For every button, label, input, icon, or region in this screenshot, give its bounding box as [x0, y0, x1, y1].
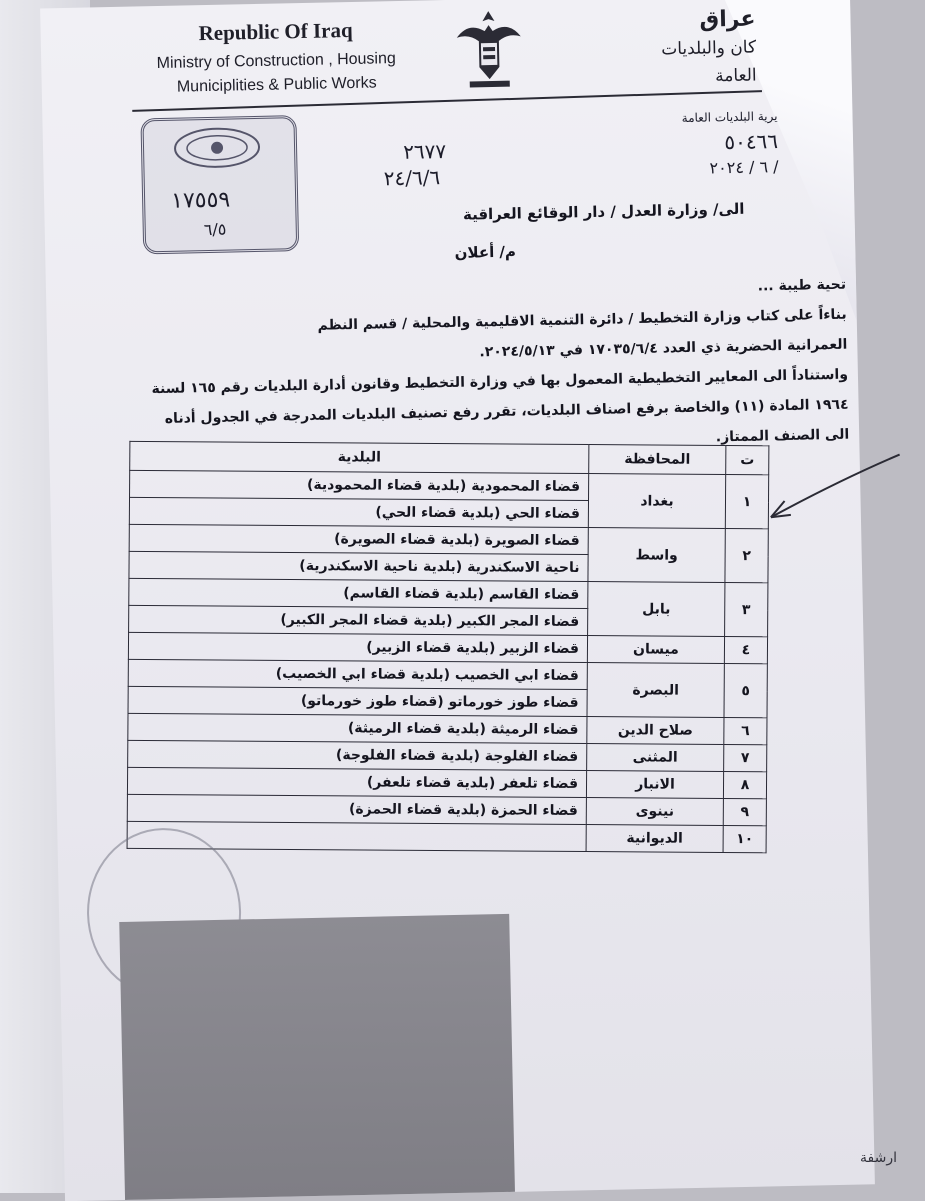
incoming-stamp: [140, 115, 299, 254]
letter-body: [146, 270, 850, 465]
row-municipality: قضاء الحمزة (بلدية قضاء الحمزة): [127, 794, 586, 824]
english-header: [150, 17, 402, 97]
row-municipality: قضاء الصويرة (بلدية قضاء الصويرة): [129, 524, 588, 554]
row-municipality: قضاء الزبير (بلدية قضاء الزبير): [128, 632, 587, 662]
row-index: ٦: [724, 717, 767, 744]
header-country: Republic Of Iraq: [198, 17, 353, 46]
table-header-row: [130, 441, 769, 474]
row-governorate: البصرة: [587, 663, 724, 718]
row-index: ١٠: [723, 825, 766, 852]
body-line-5: الى الصنف الممتاز.: [715, 426, 850, 446]
row-index: ٢: [725, 528, 768, 582]
header-ministry: Ministry of Construction , Housing: [156, 50, 396, 73]
row-municipality: قضاء الفلوجة (بلدية قضاء الفلوجة): [128, 740, 587, 770]
reference-date: ٢٤/٦/٦: [383, 165, 441, 191]
stamp-seal-icon: [172, 125, 263, 171]
row-municipality: ناحية الاسكندرية (بلدية ناحية الاسكندرية): [129, 551, 588, 581]
body-line-3: واستناداً الى المعايير التخطيطية المعمول بها في وزارة التخطيط وقانون أدارة البلديات رقم ١٦٥ لسنة: [151, 366, 849, 398]
row-index: ١: [725, 474, 768, 528]
addressee: الى/ وزارة العدل / دار الوقائع العراقية: [462, 199, 745, 224]
header-ministry-2: Municiplities & Public Works: [176, 74, 377, 96]
document-page: [40, 0, 875, 1201]
reference-number: ٢٦٧٧: [402, 139, 447, 164]
header-ar-1: عراق: [699, 6, 756, 33]
reference-right-label: يرية البلديات العامة: [681, 109, 778, 126]
row-index: ٣: [725, 582, 768, 636]
row-index: ٤: [724, 636, 767, 663]
municipalities-table: [127, 441, 770, 853]
redacted-area: [119, 914, 515, 1200]
row-index: ٥: [724, 663, 767, 717]
arabic-header: [605, 6, 757, 93]
row-governorate: واسط: [588, 528, 725, 583]
table-row: [127, 821, 766, 852]
row-municipality: قضاء القاسم (بلدية قضاء القاسم): [129, 578, 588, 608]
body-line-4: ١٩٦٤ المادة (١١) والخاصة برفع اصناف البلديات، تقرر رفع تصنيف البلديات المدرجة في الجدول أدناه: [164, 396, 849, 427]
corner-label: ارشفة: [860, 1150, 897, 1166]
reference-right: [627, 109, 778, 179]
reference-block: [383, 138, 447, 191]
row-governorate: المثنى: [587, 744, 724, 772]
row-municipality: قضاء تلعفر (بلدية قضاء تلعفر): [127, 767, 586, 797]
row-governorate: صلاح الدين: [587, 717, 724, 745]
row-municipality: قضاء طوز خورماتو (قضاء طوز خورماتو): [128, 686, 587, 716]
reference-right-date: / ٦ / ٢٠٢٤: [709, 157, 779, 178]
row-municipality: قضاء المجر الكبير (بلدية قضاء المجر الكبير): [129, 605, 588, 635]
row-governorate: بغداد: [588, 474, 725, 529]
row-governorate: الانبار: [586, 771, 723, 799]
eagle-emblem-icon: [448, 6, 530, 92]
header-ar-2: كان والبلديات: [660, 37, 757, 60]
greeting: تحية طيبة ...: [757, 276, 847, 295]
row-governorate: بابل: [588, 582, 725, 637]
handwritten-arrow-icon: [750, 448, 912, 531]
header-governorate: المحافظة: [589, 445, 726, 475]
row-governorate: ميسان: [587, 636, 724, 664]
stamp-date: ٦/٥: [203, 219, 227, 240]
header-index: ت: [726, 446, 769, 475]
row-municipality: قضاء الرميثة (بلدية قضاء الرميثة): [128, 713, 587, 743]
row-index: ٨: [723, 771, 766, 798]
header-ar-3: العامة: [714, 65, 757, 87]
row-index: ٧: [724, 744, 767, 771]
row-index: ٩: [723, 798, 766, 825]
subject: م/ أعلان: [454, 242, 517, 262]
row-municipality: قضاء المحمودية (بلدية قضاء المحمودية): [130, 470, 589, 500]
header-municipality: البلدية: [130, 441, 589, 473]
stamp-number: ١٧٥٥٩: [170, 187, 231, 214]
row-governorate: الديوانية: [586, 825, 723, 853]
body-line-2: العمرانية الحضرية ذي العدد ١٧٠٣٥/٦/٤ في ٢٠٢٤/٥/١٣.: [479, 336, 848, 361]
body-line-1: بناءاً على كتاب وزارة التخطيط / دائرة التنمية الاقليمية والمحلية / قسم النظم: [317, 306, 847, 334]
row-municipality: قضاء الحي (بلدية قضاء الحي): [129, 497, 588, 527]
row-governorate: نينوى: [586, 798, 723, 826]
reference-right-number: ٥٠٤٦٦: [724, 129, 779, 155]
row-municipality: قضاء ابي الخصيب (بلدية قضاء ابي الخصيب): [128, 659, 587, 689]
